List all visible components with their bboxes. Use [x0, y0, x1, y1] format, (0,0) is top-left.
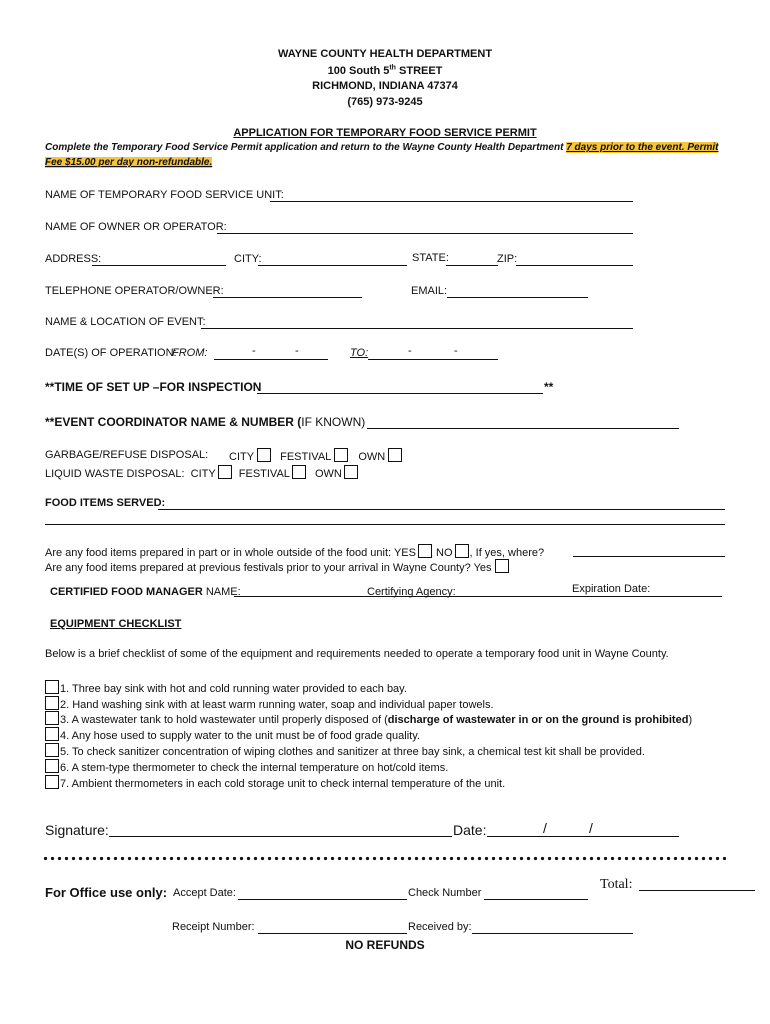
- date-label: Date:: [453, 822, 487, 838]
- checklist-item-4-text: 4. Any hose used to supply water to the unit must be of food grade quality.: [60, 730, 420, 742]
- checklist-item-7-text: 7. Ambient thermometers in each cold storage unit to check internal temperature of the unit.: [60, 778, 506, 790]
- from-dash-2: -: [295, 345, 299, 357]
- checklist-item-5-text: 5. To check sanitizer concentration of wiping clothes and sanitizer at three bay sink, a chemical test kit shall be provided.: [60, 746, 645, 758]
- liquid-row: [45, 465, 359, 480]
- telephone-input[interactable]: [213, 297, 362, 298]
- total-label: Total:: [600, 877, 633, 892]
- manager-input[interactable]: [234, 596, 722, 597]
- q2-text: Are any food items prepared at previous festivals prior to your arrival in Wayne County? Yes: [45, 562, 492, 574]
- date-slash-2: /: [589, 820, 593, 836]
- accept-date-input[interactable]: [238, 899, 407, 900]
- setup-time-label: **TIME OF SET UP –FOR INSPECTION: [45, 380, 262, 394]
- q1-yes-checkbox[interactable]: [418, 544, 432, 558]
- checklist-heading: EQUIPMENT CHECKLIST: [50, 618, 182, 630]
- telephone-label: TELEPHONE OPERATOR/OWNER:: [45, 285, 224, 297]
- dept-name: WAYNE COUNTY HEALTH DEPARTMENT: [277, 48, 493, 60]
- receipt-number-label: Receipt Number:: [172, 921, 255, 933]
- garbage-own-label: OWN: [358, 451, 386, 463]
- manager-label: CERTIFIED FOOD MANAGER: [50, 586, 206, 598]
- to-label: TO:: [350, 347, 369, 359]
- setup-time-end: **: [544, 380, 554, 394]
- checklist-checkbox-7[interactable]: [45, 775, 59, 789]
- address-label: ADDRESS:: [45, 253, 102, 265]
- garbage-own-checkbox[interactable]: [388, 448, 402, 462]
- received-by-input[interactable]: [472, 933, 633, 934]
- checklist-checkbox-4[interactable]: [45, 727, 59, 741]
- checklist-checkbox-1[interactable]: [45, 680, 59, 694]
- street-text: 100 South 5th STREET: [327, 64, 443, 77]
- checklist-item-5: [45, 743, 645, 758]
- checklist-item-1: [45, 680, 407, 695]
- coordinator-label: [45, 415, 365, 429]
- to-date-input[interactable]: [368, 359, 498, 360]
- total-input[interactable]: [639, 890, 755, 891]
- liquid-own-label: OWN: [314, 468, 342, 480]
- from-date-input[interactable]: [214, 359, 328, 360]
- food-items-input-2[interactable]: [45, 524, 725, 525]
- garbage-options: [229, 448, 403, 463]
- form-title: APPLICATION FOR TEMPORARY FOOD SERVICE PERMIT: [233, 127, 537, 139]
- checklist-checkbox-3[interactable]: [45, 711, 59, 725]
- checklist-item-3: [45, 711, 692, 726]
- signature-label: Signature:: [45, 822, 109, 838]
- manager-row: [50, 586, 241, 598]
- signature-input[interactable]: [109, 836, 452, 837]
- dept-city: RICHMOND, INDIANA 47374: [312, 80, 458, 92]
- state-input[interactable]: [446, 265, 498, 266]
- checklist-item-1-text: 1. Three bay sink with hot and cold running water provided to each bay.: [60, 683, 407, 695]
- expiration-date-label: Expiration Date:: [572, 583, 651, 595]
- question-outside-prep: [45, 544, 544, 559]
- checklist-item-2-text: 2. Hand washing sink with at least warm running water, soap and individual paper towels.: [60, 699, 494, 711]
- coordinator-note: IF KNOWN): [301, 415, 366, 429]
- coordinator-input[interactable]: [367, 428, 679, 429]
- to-dash-2: -: [454, 345, 458, 357]
- checklist-checkbox-2[interactable]: [45, 696, 59, 710]
- q1-where-label: , If yes, where?: [469, 547, 545, 559]
- dotted-separator: [42, 856, 726, 861]
- city-input[interactable]: [258, 265, 407, 266]
- checklist-item-7: [45, 775, 505, 790]
- garbage-label: GARBAGE/REFUSE DISPOSAL:: [45, 449, 209, 461]
- liquid-own-checkbox[interactable]: [344, 465, 358, 479]
- liquid-label: LIQUID WASTE DISPOSAL:: [45, 468, 185, 480]
- q2-yes-checkbox[interactable]: [495, 559, 509, 573]
- address-input[interactable]: [92, 265, 226, 266]
- checklist-item-3-text: 3. A wastewater tank to hold wastewater until properly disposed of (: [60, 714, 388, 726]
- zip-input[interactable]: [516, 265, 633, 266]
- q1-where-input[interactable]: [573, 556, 725, 557]
- date-slash-1: /: [543, 820, 547, 836]
- liquid-city-checkbox[interactable]: [218, 465, 232, 479]
- received-by-label: Received by:: [408, 921, 472, 933]
- instructions-text: Complete the Temporary Food Service Permit application and return to the Wayne County Health Department: [45, 142, 567, 153]
- instructions-deadline: 7 days prior to the event. Permit: [566, 142, 719, 153]
- city-label: CITY:: [234, 253, 262, 265]
- checklist-item-4: [45, 727, 420, 742]
- instructions: [45, 142, 725, 153]
- liquid-festival-checkbox[interactable]: [292, 465, 306, 479]
- checklist-item-3-bold: discharge of wastewater in or on the ground is prohibited: [387, 714, 689, 726]
- check-number-input[interactable]: [484, 899, 588, 900]
- checklist-intro: Below is a brief checklist of some of the equipment and requirements needed to operate a temporary food unit in Wayne County.: [45, 648, 669, 660]
- liquid-festival-label: FESTIVAL: [238, 468, 290, 480]
- setup-time-input[interactable]: [257, 393, 543, 394]
- unit-name-label: NAME OF TEMPORARY FOOD SERVICE UNIT:: [45, 189, 284, 201]
- from-dash-1: -: [252, 345, 256, 357]
- receipt-number-input[interactable]: [258, 933, 407, 934]
- no-refunds: NO REFUNDS: [345, 938, 425, 952]
- q1-no-label: NO: [436, 547, 453, 559]
- checklist-item-2: [45, 696, 494, 711]
- checklist-item-3-end: ): [688, 714, 693, 726]
- from-label: FROM:: [172, 347, 208, 359]
- zip-label: ZIP:: [497, 253, 518, 265]
- garbage-city-label: CITY: [229, 451, 255, 463]
- dates-label: DATE(S) OF OPERATION:: [45, 347, 177, 359]
- owner-input[interactable]: [217, 233, 633, 234]
- dept-phone: (765) 973-9245: [347, 96, 423, 108]
- event-label: NAME & LOCATION OF EVENT:: [45, 316, 206, 328]
- accept-date-label: Accept Date:: [173, 887, 236, 899]
- food-items-label: FOOD ITEMS SERVED:: [45, 497, 166, 509]
- email-label: EMAIL:: [411, 285, 448, 297]
- email-input[interactable]: [447, 297, 588, 298]
- owner-label: NAME OF OWNER OR OPERATOR:: [45, 221, 227, 233]
- q1-text: Are any food items prepared in part or in whole outside of the food unit: YES: [45, 547, 416, 559]
- instructions-fee: Fee $15.00 per day non-refundable.: [45, 157, 213, 168]
- to-dash-1: -: [408, 345, 412, 357]
- coordinator-text: **EVENT COORDINATOR NAME & NUMBER (: [45, 415, 302, 429]
- instructions-fee-line: [45, 157, 212, 168]
- unit-name-input[interactable]: [270, 201, 633, 202]
- garbage-row: [45, 449, 208, 461]
- question-previous-festivals: [45, 559, 510, 574]
- q1-no-checkbox[interactable]: [455, 544, 469, 558]
- liquid-city-label: CITY: [190, 468, 216, 480]
- garbage-city-checkbox[interactable]: [257, 448, 271, 462]
- garbage-festival-checkbox[interactable]: [334, 448, 348, 462]
- garbage-festival-label: FESTIVAL: [280, 451, 332, 463]
- checklist-item-6: [45, 759, 448, 774]
- certifying-agency-label: Certifying Agency:: [367, 586, 456, 598]
- office-use-label: For Office use only:: [45, 885, 168, 900]
- checklist-checkbox-6[interactable]: [45, 759, 59, 773]
- signature-date-input[interactable]: [487, 836, 679, 837]
- checklist-checkbox-5[interactable]: [45, 743, 59, 757]
- manager-name-label: NAME:: [205, 586, 241, 598]
- event-input[interactable]: [201, 328, 633, 329]
- check-number-label: Check Number: [408, 887, 482, 899]
- dept-street: [0, 64, 770, 77]
- checklist-item-6-text: 6. A stem-type thermometer to check the internal temperature on hot/cold items.: [60, 762, 449, 774]
- state-label: STATE:: [412, 252, 449, 264]
- food-items-input-1[interactable]: [158, 509, 725, 510]
